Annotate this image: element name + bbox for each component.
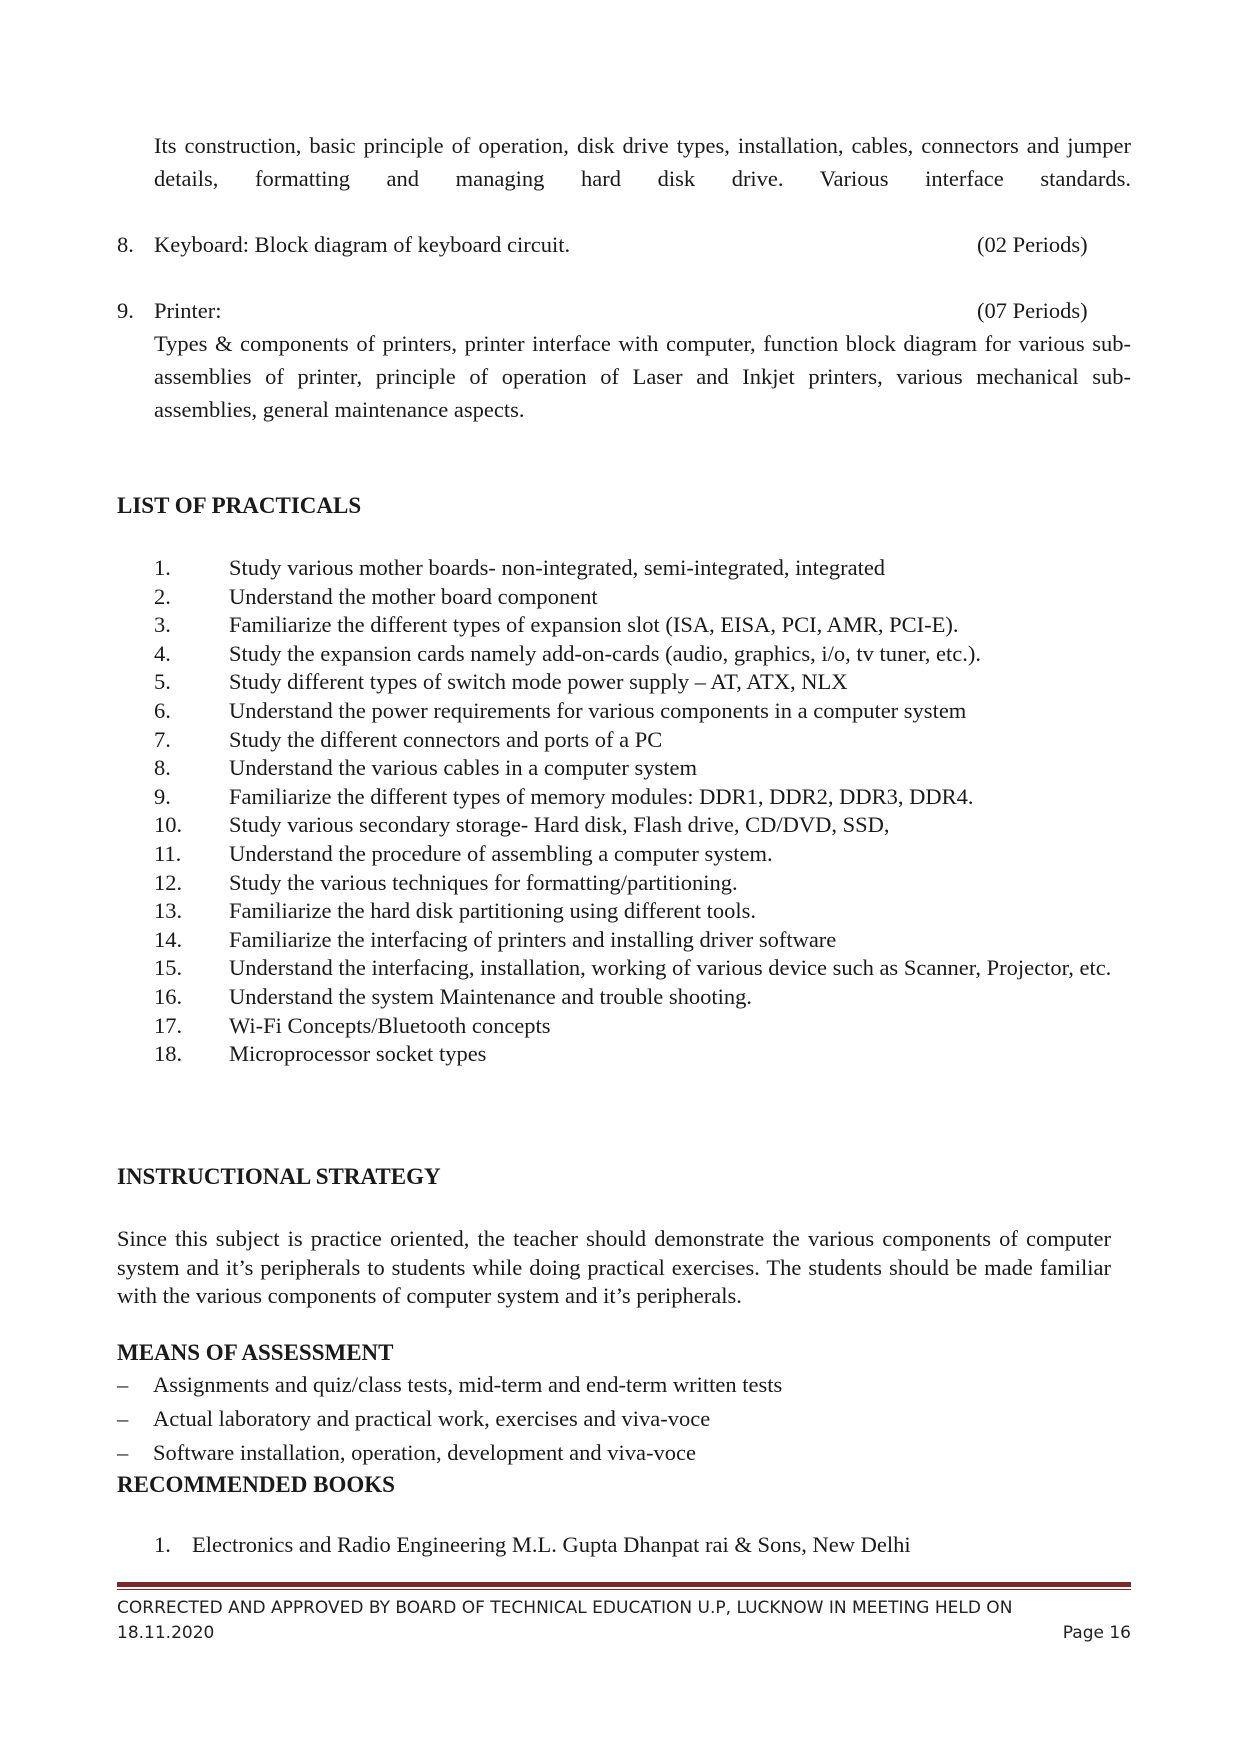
- practical-text: Study the expansion cards namely add-on-cards (audio, graphics, i/o, tv tuner, etc.).: [229, 640, 982, 666]
- footer-rule: [117, 1582, 1131, 1587]
- topic-number: 9.: [117, 298, 134, 323]
- practical-number: 7.: [154, 726, 171, 752]
- practical-number: 18.: [154, 1041, 183, 1067]
- practical-text: Familiarize the different types of expansion slot (ISA, EISA, PCI, AMR, PCI-E).: [229, 612, 959, 638]
- practical-item: [117, 726, 1127, 755]
- practical-item: [117, 840, 1127, 869]
- assessment-item: [117, 1370, 782, 1400]
- topic-number: 8.: [117, 232, 134, 257]
- practical-item: [117, 869, 1127, 898]
- practical-text: Understand the various cables in a computer system: [229, 755, 697, 781]
- practical-number: 17.: [154, 1012, 183, 1038]
- practical-text: Familiarize the different types of memory modules: DDR1, DDR2, DDR3, DDR4.: [229, 783, 974, 809]
- dash-bullet: –: [117, 1440, 129, 1465]
- practical-number: 16.: [154, 983, 183, 1009]
- topic-printer-description: Types & components of printers, printer interface with computer, function block diagram for various sub- assemblies of printer, principle of operation of Laser and Inkjet printers, various mechanical sub- assemblies, general maintenance aspects.: [154, 331, 1131, 422]
- practical-number: 5.: [154, 669, 171, 695]
- strategy-heading: INSTRUCTIONAL STRATEGY: [117, 1164, 441, 1189]
- dash-bullet: –: [117, 1406, 129, 1431]
- practical-number: 4.: [154, 640, 171, 666]
- practical-number: 10.: [154, 812, 183, 838]
- practical-item: [117, 1040, 1127, 1069]
- practical-text: Wi-Fi Concepts/Bluetooth concepts: [229, 1012, 551, 1038]
- book-number: 1.: [154, 1532, 171, 1557]
- practical-number: 12.: [154, 869, 183, 895]
- practical-number: 14.: [154, 926, 183, 952]
- practical-text: Study the different connectors and ports of a PC: [229, 726, 663, 752]
- practical-text: Study the various techniques for formatting/partitioning.: [229, 869, 738, 895]
- practicals-list: [117, 554, 1127, 1069]
- practical-item: [117, 754, 1127, 783]
- practical-item: [117, 926, 1127, 955]
- practical-text: Familiarize the hard disk partitioning using different tools.: [229, 898, 756, 924]
- practical-number: 13.: [154, 898, 183, 924]
- practical-number: 1.: [154, 555, 171, 580]
- practical-number: 8.: [154, 755, 171, 781]
- practical-item: [117, 897, 1127, 926]
- practical-text: Study various mother boards- non-integrated, semi-integrated, integrated: [229, 555, 886, 580]
- practical-item: [117, 1012, 1127, 1041]
- strategy-paragraph: Since this subject is practice oriented, the teacher should demonstrate the various components of computer system and it’s peripherals to students while doing practical exercises. The students should be made familiar with the various components of computer system and it’s peripherals.: [117, 1226, 1111, 1308]
- practical-text: Familiarize the interfacing of printers and installing driver software: [229, 926, 837, 952]
- practical-text: Study different types of switch mode power supply – AT, ATX, NLX: [229, 669, 848, 695]
- topic-periods: (02 Periods): [977, 232, 1088, 257]
- practical-number: 3.: [154, 612, 171, 638]
- topic-title: Keyboard: Block diagram of keyboard circuit.: [154, 232, 571, 257]
- assessment-item: [117, 1438, 696, 1468]
- footer-rule-thin: [117, 1589, 1131, 1590]
- assessment-item-text: Software installation, operation, development and viva-voce: [153, 1440, 696, 1465]
- practical-item: [117, 640, 1127, 669]
- assessment-item-text: Assignments and quiz/class tests, mid-term and end-term written tests: [153, 1372, 783, 1397]
- practical-item: [117, 783, 1127, 812]
- practical-item: [117, 697, 1127, 726]
- practical-text: Understand the system Maintenance and trouble shooting.: [229, 983, 753, 1009]
- practical-text: Study various secondary storage- Hard disk, Flash drive, CD/DVD, SSD,: [229, 812, 890, 838]
- practical-text: Understand the interfacing, installation, working of various device such as Scanner, Projector, etc.: [229, 955, 1112, 981]
- practical-number: 15.: [154, 955, 183, 981]
- practical-item: [117, 811, 1127, 840]
- dash-bullet: –: [117, 1372, 129, 1397]
- practical-item: [117, 611, 1127, 640]
- practical-number: 9.: [154, 783, 171, 809]
- practicals-heading: LIST OF PRACTICALS: [117, 493, 362, 518]
- books-heading: RECOMMENDED BOOKS: [117, 1472, 395, 1497]
- practical-number: 2.: [154, 583, 171, 609]
- practical-number: 11.: [154, 840, 182, 866]
- practical-item: [117, 954, 1127, 983]
- practical-text: Understand the procedure of assembling a computer system.: [229, 840, 773, 866]
- practical-item: [117, 583, 1127, 612]
- footer-date: 18.11.2020: [117, 1623, 215, 1643]
- practical-text: Microprocessor socket types: [229, 1041, 487, 1067]
- intro-paragraph: Its construction, basic principle of operation, disk drive types, installation, cables, connectors and jumper details, formatting and managing hard disk drive. Various interface standards.: [154, 133, 1131, 191]
- practical-number: 6.: [154, 697, 171, 723]
- page-number: Page 16: [1062, 1623, 1131, 1643]
- page-footer: [117, 1596, 1131, 1646]
- practical-text: Understand the mother board component: [229, 583, 598, 609]
- practical-item: [117, 554, 1127, 583]
- book-text: Electronics and Radio Engineering M.L. Gupta Dhanpat rai & Sons, New Delhi: [192, 1532, 911, 1557]
- assessment-item: [117, 1404, 710, 1434]
- practical-item: [117, 983, 1127, 1012]
- footer-approval-line: CORRECTED AND APPROVED BY BOARD OF TECHNICAL EDUCATION U.P, LUCKNOW IN MEETING HELD ON: [117, 1598, 1013, 1618]
- assessment-item-text: Actual laboratory and practical work, exercises and viva-voce: [153, 1406, 711, 1431]
- topic-periods: (07 Periods): [977, 298, 1088, 323]
- practical-text: Understand the power requirements for various components in a computer system: [229, 697, 967, 723]
- assessment-heading: MEANS OF ASSESSMENT: [117, 1340, 394, 1365]
- practical-item: [117, 668, 1127, 697]
- topic-title: Printer:: [154, 298, 222, 323]
